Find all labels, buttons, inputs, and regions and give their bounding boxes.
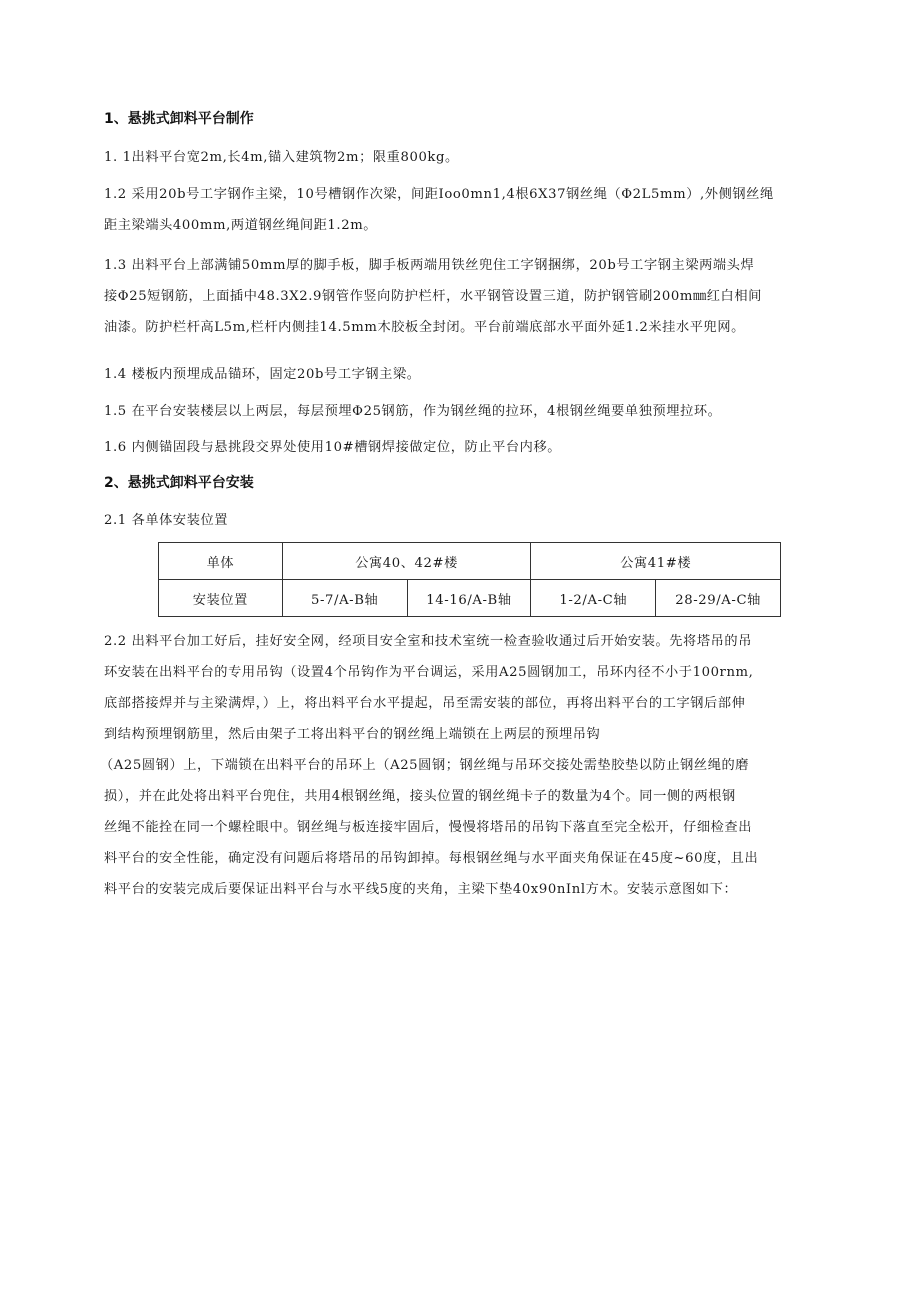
paragraph-line: 2.2 出料平台加工好后，挂好安全网，经项目安全室和技术室统一检查验收通过后开始安装。先将塔吊的吊 (104, 634, 752, 649)
table-cell-group-b: 公寓41#楼 (531, 543, 781, 580)
paragraph-line: 距主梁端头400mm,两道钢丝绳间距1.2m。 (104, 218, 378, 233)
paragraph-1-4: 1.4 楼板内预埋成品锚环，固定20b号工字钢主梁。 (104, 367, 421, 382)
table-cell-unit-label: 单体 (159, 543, 283, 580)
paragraph-1-5: 1.5 在平台安装楼层以上两层，每层预埋Φ25钢筋，作为钢丝绳的拉环，4根钢丝绳要单独预埋拉环。 (104, 404, 722, 419)
paragraph-line: 料平台的安全性能，确定没有问题后将塔吊的吊钩卸掉。每根钢丝绳与水平面夹角保证在45度~60度，且出 (104, 851, 759, 866)
section-2-heading: 2、悬挑式卸料平台安装 (104, 475, 254, 491)
table-row (159, 580, 781, 617)
table-cell: 5-7/A-B轴 (282, 580, 407, 617)
paragraph-line: 损），并在此处将出料平台兜住，共用4根钢丝绳，接头位置的钢丝绳卡子的数量为4个。同一侧的两根钢 (104, 789, 736, 804)
paragraph-line: 丝绳不能拴在同一个螺栓眼中。钢丝绳与板连接牢固后，慢慢将塔吊的吊钩下落直至完全松开，仔细检查出 (104, 820, 753, 835)
paragraph-line: 底部搭接焊并与主梁满焊，）上，将出料平台水平提起，吊至需安装的部位，再将出料平台的工字钢后部伸 (104, 696, 746, 711)
paragraph-line: 料平台的安装完成后要保证出料平台与水平线5度的夹角，主梁下垫40x90nInl方木。安装示意图如下： (104, 882, 738, 897)
paragraph-1-1: 1. 1出料平台宽2m,长4m,锚入建筑物2m；限重800kg。 (104, 150, 459, 165)
table-cell: 1-2/A-C轴 (531, 580, 656, 617)
paragraph-1-3 (104, 250, 840, 343)
paragraph-line: 接Φ25短钢筋，上面插中48.3X2.9钢管作竖向防护栏杆，水平钢管设置三道，防护钢管刷200m㎜红白相间 (104, 289, 762, 304)
table-cell-group-a: 公寓40、42#楼 (282, 543, 531, 580)
paragraph-line: 环安装在出料平台的专用吊钩（设置4个吊钩作为平台调运，采用A25圆钢加工，吊环内径不小于100rnm, (104, 665, 754, 680)
paragraph-1-2 (104, 179, 840, 241)
paragraph-2-1: 2.1 各单体安装位置 (104, 513, 229, 528)
paragraph-line: 到结构预埋钢筋里，然后由架子工将出料平台的钢丝绳上端锁在上两层的预埋吊钩 (104, 727, 601, 742)
paragraph-2-2 (100, 626, 840, 905)
section-1-heading: 1、悬挑式卸料平台制作 (104, 111, 254, 127)
paragraph-line: 1.2 采用20b号工字钢作主梁，10号槽钢作次梁，间距Ioo0mn1,4根6X37钢丝绳（Φ2L5mm）,外侧钢丝绳 (104, 187, 774, 202)
paragraph-line: 油漆。防护栏杆高L5m,栏杆内侧挂14.5mm木胶板全封闭。平台前端底部水平面外延1.2米挂水平兜网。 (104, 320, 745, 335)
table-cell: 28-29/A-C轴 (656, 580, 781, 617)
table-cell: 14-16/A-B轴 (407, 580, 531, 617)
installation-position-table (158, 542, 781, 617)
paragraph-line: 1.3 出料平台上部满铺50mm厚的脚手板，脚手板两端用铁丝兜住工字钢捆绑，20b号工字钢主梁两端头焊 (104, 258, 755, 273)
paragraph-1-6: 1.6 内侧锚固段与悬挑段交界处使用10#槽钢焊接做定位，防止平台内移。 (104, 440, 562, 455)
table-row (159, 543, 781, 580)
paragraph-line: （A25圆钢）上，下端锁在出料平台的吊环上（A25圆钢；钢丝绳与吊环交接处需垫胶垫以防止钢丝绳的磨 (100, 758, 750, 773)
table-cell-position-label: 安装位置 (159, 580, 283, 617)
